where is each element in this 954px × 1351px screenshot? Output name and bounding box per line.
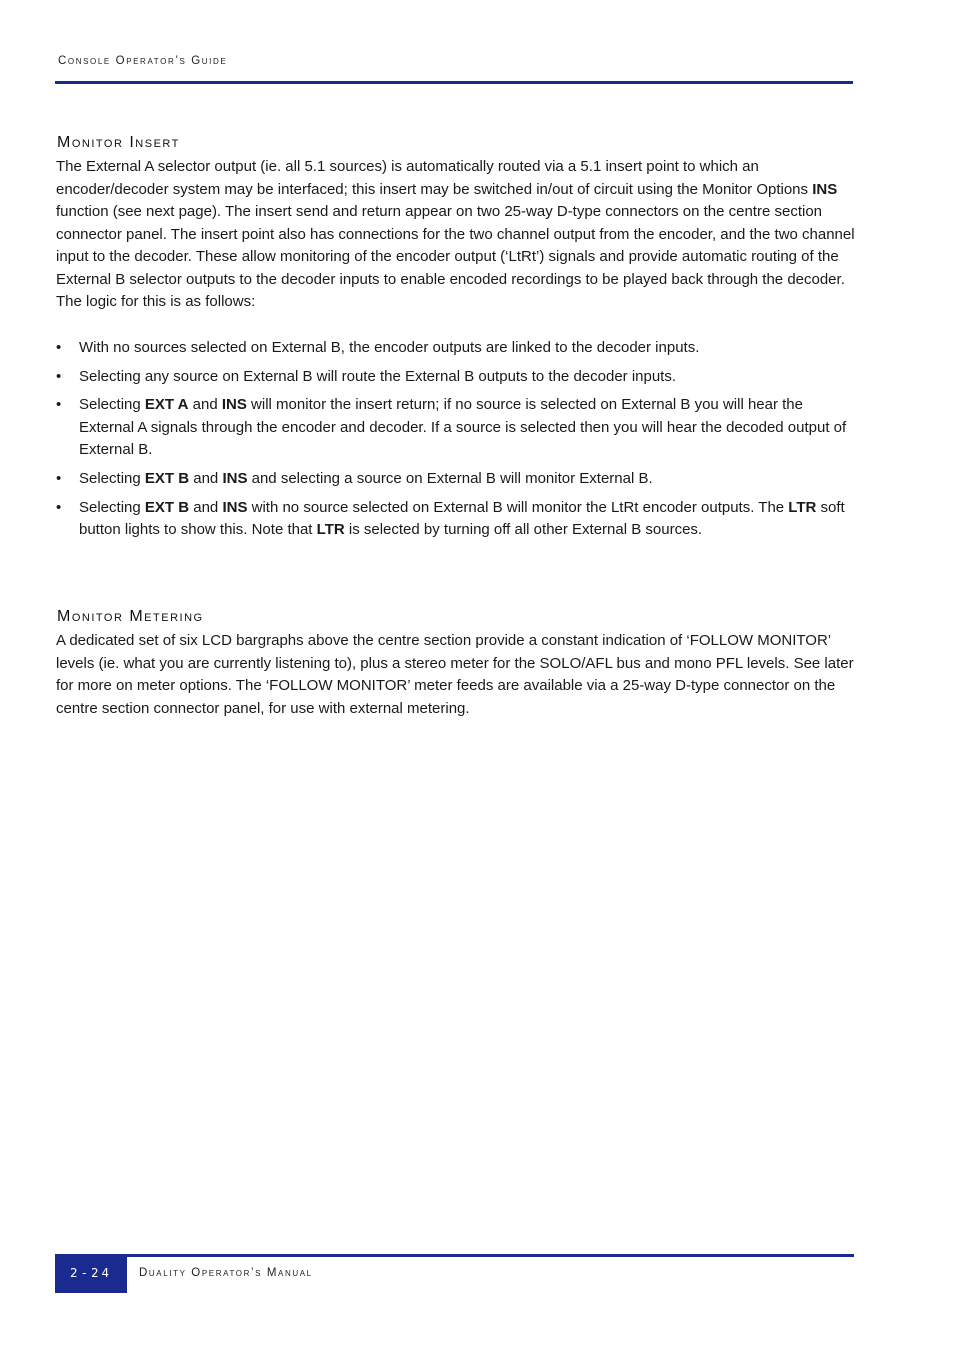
list-item xyxy=(56,394,856,462)
ltr-keyword: LTR xyxy=(316,521,345,539)
bullet-text: is selected by turning off all other External B sources. xyxy=(344,521,703,539)
bullet-text: and xyxy=(189,498,223,516)
page-number: 2-24 xyxy=(69,1265,113,1280)
section-heading-monitor-insert: Monitor Insert xyxy=(57,134,180,151)
ext-a-keyword: EXT A xyxy=(144,396,189,414)
bullet-icon: • xyxy=(56,396,62,414)
footer-rule xyxy=(55,1254,854,1257)
bullet-text: and xyxy=(188,396,222,414)
page-number-badge xyxy=(55,1257,127,1293)
bullet-text: will monitor the insert return; if no source is selected on External B you will hear the External A signals through the encoder and decoder. If a source is selected then you will hear the decoded output of External B. xyxy=(79,396,847,459)
bullet-text: Selecting any source on External B will route the External B outputs to the decoder inputs. xyxy=(79,367,677,385)
list-item xyxy=(56,468,856,491)
bullet-text: soft button lights to show this. Note that xyxy=(79,498,845,539)
ext-b-keyword: EXT B xyxy=(144,470,190,488)
ltr-keyword: LTR xyxy=(788,498,817,516)
header-rule xyxy=(55,81,853,84)
running-header: Console Operator’s Guide xyxy=(58,55,228,67)
running-footer: Duality Operator’s Manual xyxy=(139,1267,313,1279)
section-heading-monitor-metering: Monitor Metering xyxy=(57,608,204,625)
ins-keyword: INS xyxy=(812,180,838,198)
bullet-text: and xyxy=(189,470,223,488)
bullet-text: With no sources selected on External B, the encoder outputs are linked to the decoder inputs. xyxy=(79,339,700,356)
bullet-text: Selecting xyxy=(79,396,145,414)
list-item xyxy=(56,366,856,389)
bullet-text: and selecting a source on External B will monitor External B. xyxy=(247,470,653,488)
bullet-icon: • xyxy=(56,498,62,516)
bullet-icon: • xyxy=(56,339,62,356)
list-item xyxy=(56,337,856,360)
bullet-icon: • xyxy=(56,367,62,385)
paragraph-text: The External A selector output (ie. all 5.1 sources) is automatically routed via a 5.1 insert point to which an encoder/decoder system may be interfaced; this insert may be switched in/out of circuit using the Monitor Options xyxy=(56,158,813,198)
monitor-metering-paragraph: A dedicated set of six LCD bargraphs above the centre section provide a constant indication of ‘FOLLOW MONITOR’ levels (ie. what you are currently listening to), plus a stereo meter for the SOLO/AFL bus and mono PFL levels. See later for more on meter options. The ‘FOLLOW MONITOR’ meter feeds are available via a 25-way D-type connector on the centre section connector panel, for use with external metering. xyxy=(56,632,854,717)
logic-bullet-list xyxy=(56,337,856,548)
ins-keyword: INS xyxy=(221,396,247,414)
bullet-text: with no source selected on External B will monitor the LtRt encoder outputs. The xyxy=(247,498,789,516)
ext-b-keyword: EXT B xyxy=(144,498,190,516)
ins-keyword: INS xyxy=(222,498,248,516)
list-item xyxy=(56,497,856,542)
bullet-text: Selecting xyxy=(79,470,145,488)
paragraph-text: function (see next page). The insert send and return appear on two 25-way D-type connectors on the centre section connector panel. The insert point also has connections for the two channel output from the encoder, and the two channel input to the decoder. These allow monitoring of the encoder output (‘LtRt’) signals and provide automatic routing of the External B selector outputs to the decoder inputs to enable encoded recordings to be played back through the decoder. The logic for this is as follows: xyxy=(56,203,855,310)
bullet-icon: • xyxy=(56,470,62,488)
bullet-text: Selecting xyxy=(79,498,145,516)
monitor-insert-paragraph xyxy=(56,156,856,314)
ins-keyword: INS xyxy=(222,470,248,488)
